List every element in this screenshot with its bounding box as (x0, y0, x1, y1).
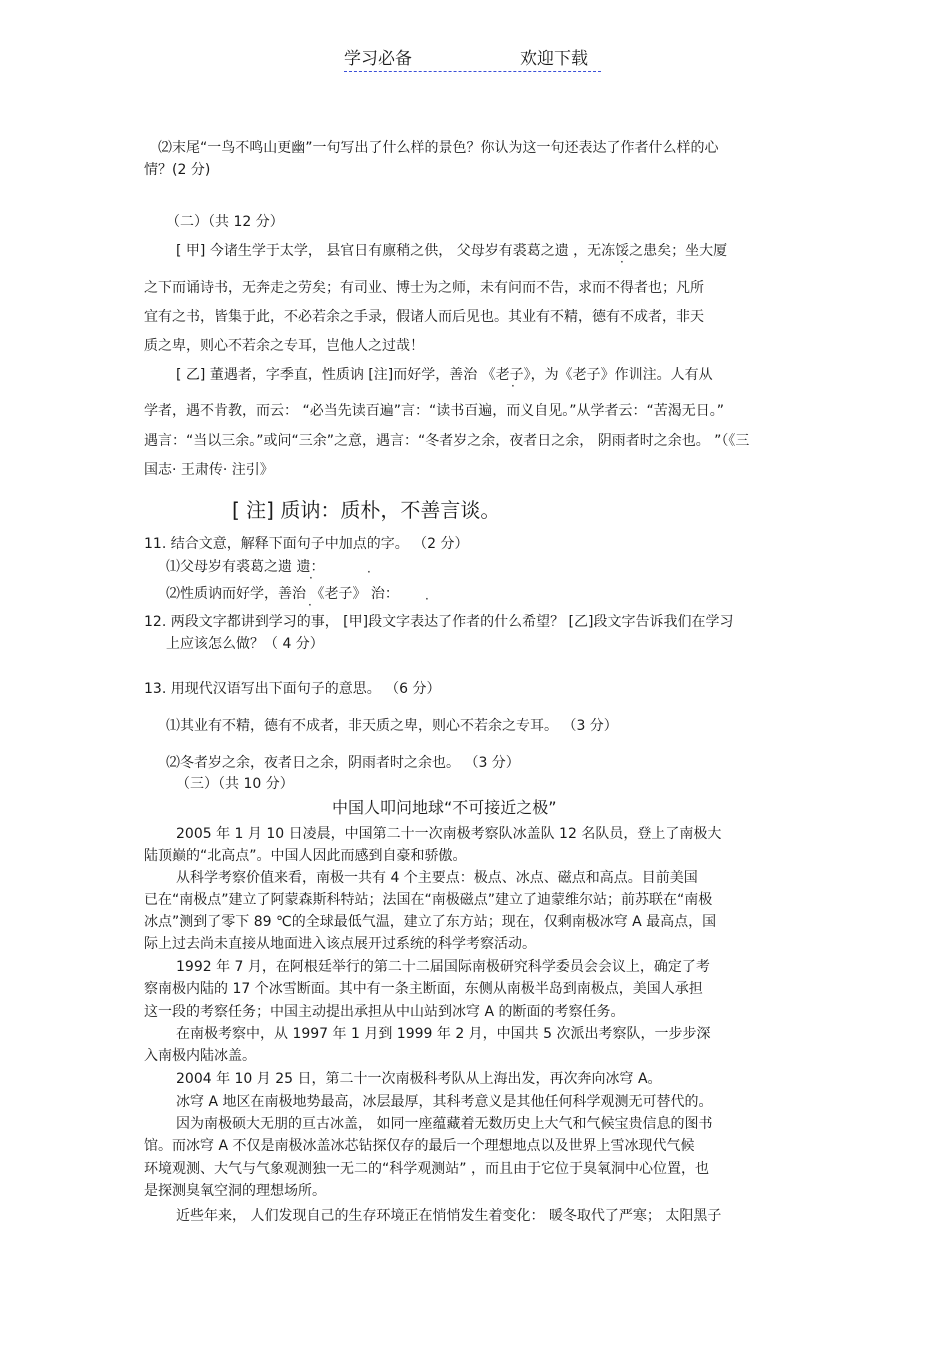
passage-yi-line-3: 遇言：“当以三余。”或问“三余”之意，遇言：“冬者岁之余，夜者日之余， 阴雨者时之余也。 ”（《三 (144, 433, 750, 449)
article-para-2-line-1: 从科学考察价值来看，南极一共有 4 个主要点：极点、冰点、磁点和高点。目前美国 (176, 870, 698, 886)
article-para-2-line-4: 际上过去尚未直接从地面进入该点展开过系统的科学考察活动。 (144, 936, 536, 952)
article-para-7-line-3: 环境观测、大气与气象观测独一无二的“科学观测站” ，而且由于它位于臭氧洞中心位置，也 (144, 1161, 709, 1177)
question-13-item-1: ⑴其业有不精，德有不成者，非天质之卑，则心不若余之专耳。 （3 分） (166, 718, 618, 734)
question-12-line-2: 上应该怎么做？（ 4 分） (166, 636, 324, 652)
article-para-3-line-3: 这一段的考察任务；中国主动提出承担从中山站到冰穹 A 的断面的考察任务。 (144, 1004, 625, 1020)
article-para-8-line-1: 近些年来， 人们发现自己的生存环境正在悄悄发生着变化： 暖冬取代了严寒； 太阳黑子 (176, 1208, 722, 1224)
article-para-1-line-1: 2005 年 1 月 10 日凌晨，中国第二十一次南极考察队冰盖队 12 名队员，登上了南极大 (176, 826, 722, 842)
question-12-line-1: 12. 两段文字都讲到学习的事， [甲]段文字表达了作者的什么希望？ [乙]段文字告诉我们在学习 (144, 614, 734, 630)
emphasis-dot: · (308, 598, 312, 612)
emphasis-dot: · (511, 379, 515, 393)
passage-yi-line-1: [ 乙] 董遇者，字季直，性质讷 [注]而好学，善治 《老子》，为《老子》作训注。人有从 (176, 367, 713, 383)
passage-yi-line-4: 国志· 王肃传· 注引》 (144, 462, 274, 478)
article-para-4-line-2: 入南极内陆冰盖。 (144, 1048, 256, 1064)
annotation-note: [ 注] 质讷：质朴，不善言谈。 (232, 498, 501, 522)
emphasis-dot: · (309, 571, 313, 585)
question-11-item-2: ⑵性质讷而好学，善治 《老子》 治： (166, 586, 399, 602)
emphasis-dot: · (620, 255, 624, 269)
passage-yi-line-2: 学者，遇不肯教，而云： “必当先读百遍”言：“读书百遍，而义自见。”从学者云：“苦渴无日。” (144, 403, 724, 419)
header-rule (344, 71, 601, 72)
article-title: 中国人叩问地球“不可接近之极” (332, 798, 557, 817)
page-header (344, 48, 588, 70)
question-13: 13. 用现代汉语写出下面句子的意思。 （6 分） (144, 681, 441, 697)
question-2-line-1: ⑵末尾“一鸟不鸣山更幽”一句写出了什么样的景色？你认为这一句还表达了作者什么样的心 (158, 140, 719, 156)
question-2-line-2: 情？(2 分) (144, 162, 211, 178)
question-11: 11. 结合文意，解释下面句子中加点的字。 （2 分） (144, 536, 469, 552)
section-3-heading: （三）（共 10 分） (176, 776, 294, 792)
article-para-2-line-2: 已在“南极点”建立了阿蒙森斯科特站；法国在“南极磁点”建立了迪蒙维尔站；前苏联在“南极 (144, 892, 713, 908)
article-para-1-line-2: 陆顶巅的“北高点”。中国人因此而感到自豪和骄傲。 (144, 848, 467, 864)
article-para-7-line-2: 馆。而冰穹 A 不仅是南极冰盖冰芯钻探仅存的最后一个理想地点以及世界上雪冰现代气候 (144, 1138, 695, 1154)
article-para-3-line-1: 1992 年 7 月，在阿根廷举行的第二十二届国际南极研究科学委员会会议上，确定了考 (176, 959, 710, 975)
passage-jia-line-3: 宜有之书，皆集于此，不必若余之手录，假诸人而后见也。其业有不精，德有不成者，非天 (144, 309, 704, 325)
article-para-2-line-3: 冰点”测到了零下 89 ℃的全球最低气温，建立了东方站；现在，仅剩南极冰穹 A 最高点，国 (144, 914, 717, 930)
passage-jia-line-2: 之下而诵诗书，无奔走之劳矣；有司业、博士为之师，未有问而不告，求而不得者也；凡所 (144, 280, 704, 296)
header-left: 学习必备 (344, 49, 412, 69)
passage-jia-line-1: [ 甲] 今诸生学于太学， 县官日有廪稍之供， 父母岁有裘葛之遗 ，无冻馁之患矣；坐大厦 (176, 243, 728, 259)
article-para-4-line-1: 在南极考察中，从 1997 年 1 月到 1999 年 2 月，中国共 5 次派出考察队，一步步深 (176, 1026, 711, 1042)
emphasis-dot: · (425, 592, 429, 606)
question-13-item-2: ⑵冬者岁之余，夜者日之余，阴雨者时之余也。 （3 分） (166, 755, 520, 771)
question-11-item-1: ⑴父母岁有裘葛之遗 遗： (166, 559, 325, 575)
article-para-3-line-2: 察南极内陆的 17 个冰雪断面。其中有一条主断面，东侧从南极半岛到南极点，美国人承担 (144, 981, 703, 997)
article-para-7-line-1: 因为南极硕大无朋的亘古冰盖， 如同一座蕴藏着无数历史上大气和气候宝贵信息的图书 (176, 1116, 713, 1132)
emphasis-dot: · (367, 565, 371, 579)
section-2-heading: （二）（共 12 分） (166, 214, 284, 230)
article-para-5: 2004 年 10 月 25 日，第二十一次南极科考队从上海出发，再次奔向冰穹 A。 (176, 1071, 662, 1087)
header-right: 欢迎下载 (520, 49, 588, 69)
article-para-6: 冰穹 A 地区在南极地势最高，冰层最厚，其科考意义是其他任何科学观测无可替代的。 (176, 1094, 713, 1110)
article-para-7-line-4: 是探测臭氧空洞的理想场所。 (144, 1183, 326, 1199)
passage-jia-line-4: 质之卑，则心不若余之专耳，岂他人之过哉！ (144, 338, 424, 354)
